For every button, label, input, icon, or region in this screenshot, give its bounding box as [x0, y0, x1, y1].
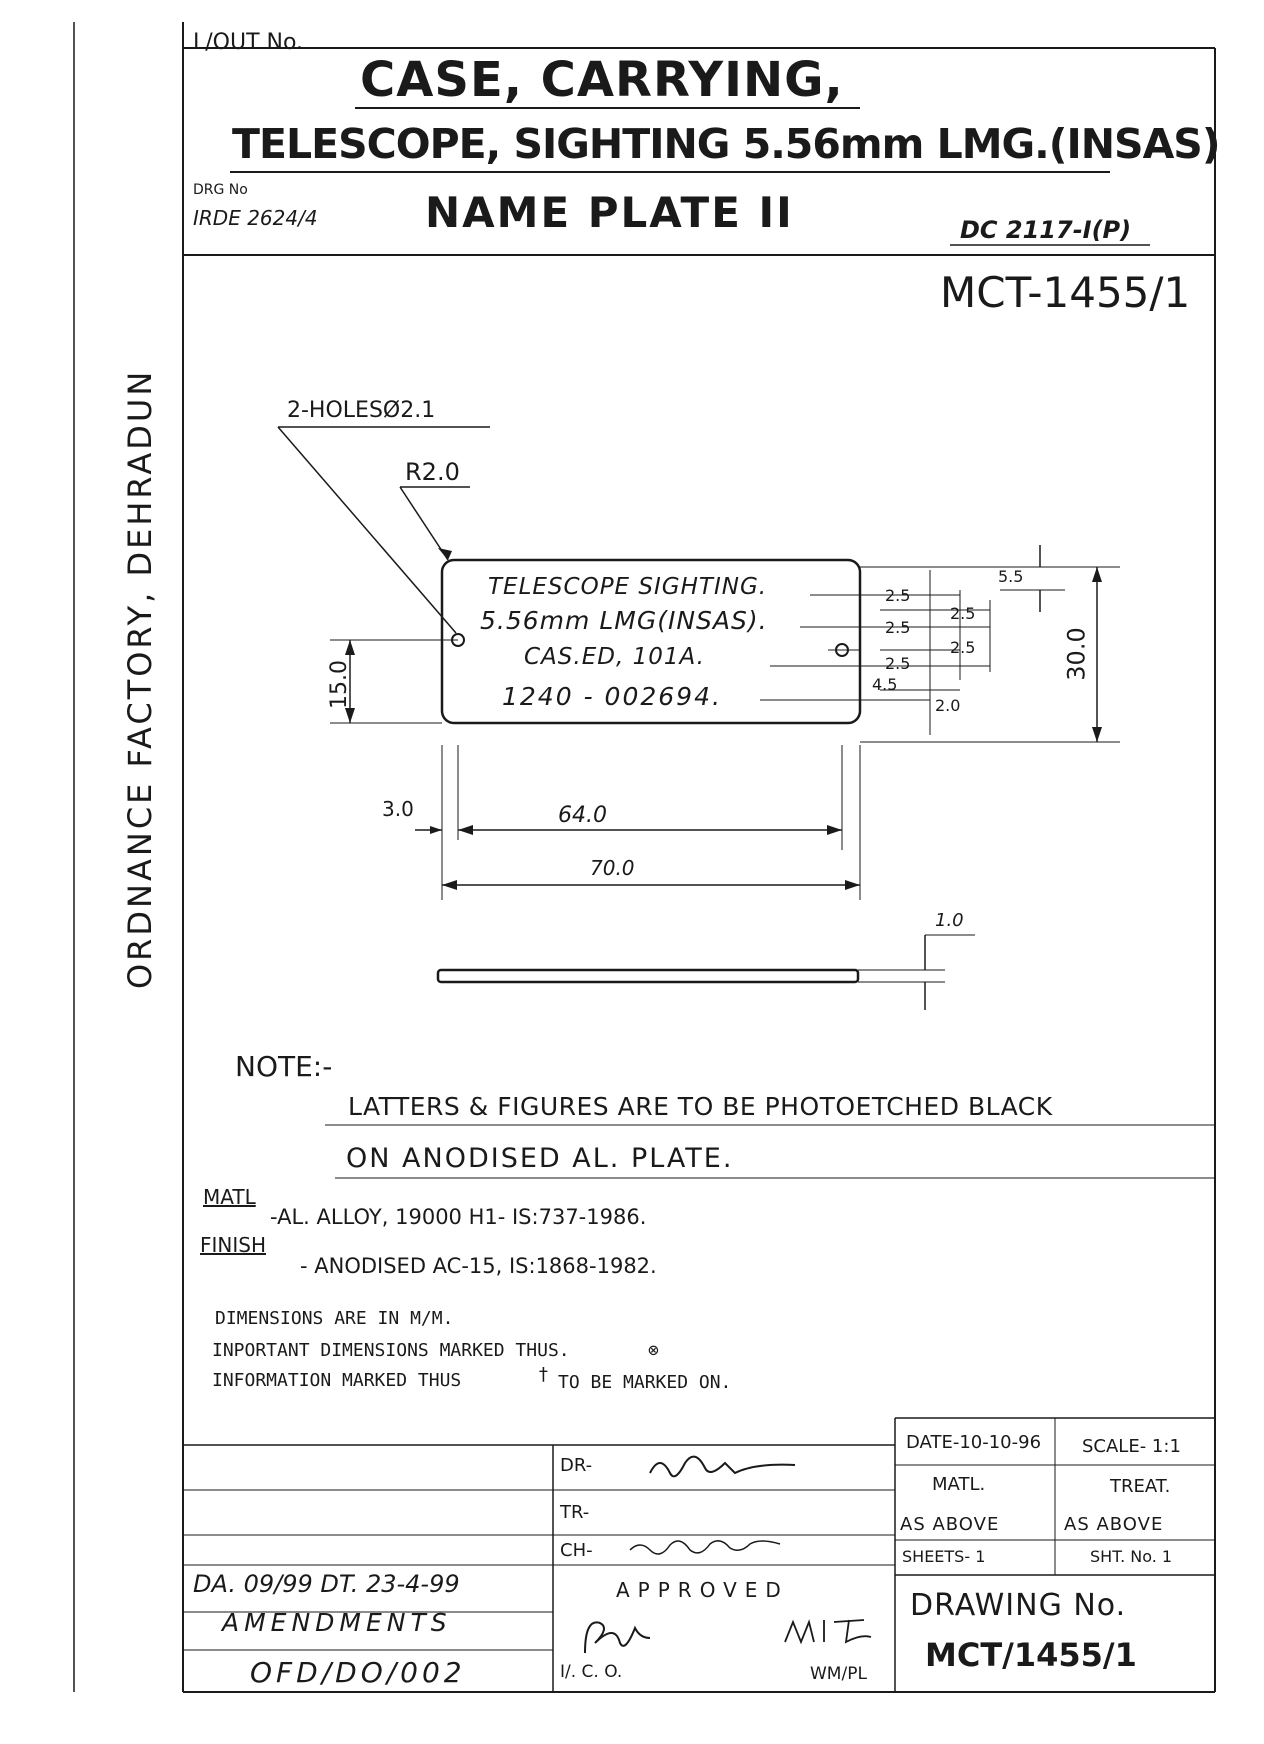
drg-no-label: DRG No: [193, 182, 248, 198]
dims-note-3: INFORMATION MARKED THUS: [212, 1370, 462, 1391]
dim-55: 5.5: [998, 567, 1024, 586]
layout-no-label: L/OUT No.: [193, 30, 304, 55]
note-heading: NOTE:-: [235, 1050, 333, 1083]
tb-treat-value: AS ABOVE: [1064, 1514, 1164, 1535]
title-line-3: NAME PLATE II: [425, 188, 794, 237]
dims-note-1: DIMENSIONS ARE IN M/M.: [215, 1308, 454, 1329]
amendment-ref: DA. 09/99 DT. 23-4-99: [193, 1570, 460, 1598]
tb-wm-label: WM/PL: [810, 1664, 867, 1684]
amendment-no: OFD/DO/002: [250, 1656, 466, 1689]
tb-tr-label: TR-: [560, 1502, 590, 1523]
mct-no: MCT-1455/1: [940, 268, 1191, 317]
dim-25e: 2.5: [885, 654, 911, 673]
note-line-1: LATTERS & FIGURES ARE TO BE PHOTOETCHED BLACK: [348, 1092, 1053, 1121]
finish-label: FINISH: [200, 1233, 266, 1257]
tb-date: DATE-10-10-96: [906, 1432, 1042, 1453]
plate-line-4: 1240 - 002694.: [502, 682, 722, 711]
signature-wm: [780, 1612, 890, 1657]
plate-line-1: TELESCOPE SIGHTING.: [488, 574, 768, 600]
dim-radius: R2.0: [405, 458, 460, 486]
matl-label: MATL: [203, 1185, 256, 1209]
plate-line-3: CAS.ED, 101A.: [524, 644, 705, 670]
tb-approved: APPROVED: [616, 1578, 789, 1602]
dim-15: 15.0: [326, 660, 352, 709]
dim-25a: 2.5: [885, 586, 911, 605]
dim-20: 2.0: [935, 696, 961, 715]
plate-side-view: [438, 970, 858, 982]
signature-ico: [575, 1608, 665, 1663]
dim-70: 70.0: [590, 856, 635, 880]
dims-note-3-symbol: †: [538, 1364, 549, 1385]
dim-1: 1.0: [935, 910, 964, 931]
signature-ch: [620, 1532, 800, 1562]
tb-sheets: SHEETS- 1: [902, 1547, 986, 1566]
tb-scale: SCALE- 1:1: [1082, 1436, 1181, 1457]
title-line-2: TELESCOPE, SIGHTING 5.56mm LMG.(INSAS): [232, 120, 1220, 168]
dim-30: 30.0: [1062, 627, 1091, 681]
tb-drawing-no: MCT/1455/1: [925, 1636, 1137, 1674]
tb-drawing-no-label: DRAWING No.: [910, 1588, 1127, 1623]
dim-64: 64.0: [558, 803, 607, 828]
tb-treat-label: TREAT.: [1110, 1476, 1171, 1497]
dim-25c: 2.5: [885, 618, 911, 637]
dim-holes: 2-HOLESØ2.1: [287, 398, 436, 423]
signature-dr: [640, 1448, 870, 1488]
matl-value: -AL. ALLOY, 19000 H1- IS:737-1986.: [270, 1205, 647, 1229]
side-text: ORDNANCE FACTORY, DEHRADUN: [121, 368, 159, 989]
irde-no: IRDE 2624/4: [193, 206, 318, 230]
amendments-label: AMENDMENTS: [222, 1608, 452, 1637]
tb-ch-label: CH-: [560, 1540, 593, 1561]
dim-3: 3.0: [382, 797, 414, 821]
finish-value: - ANODISED AC-15, IS:1868-1982.: [300, 1254, 657, 1278]
dims-note-2: INPORTANT DIMENSIONS MARKED THUS.: [212, 1340, 570, 1361]
note-line-2: ON ANODISED AL. PLATE.: [346, 1143, 734, 1174]
tb-sht-no: SHT. No. 1: [1090, 1547, 1173, 1566]
tb-dr-label: DR-: [560, 1455, 593, 1476]
tb-matl-label: MATL.: [932, 1474, 986, 1495]
dim-25d: 2.5: [950, 638, 976, 657]
dims-note-3b: TO BE MARKED ON.: [558, 1372, 732, 1393]
dim-25b: 2.5: [950, 604, 976, 623]
dc-no: DC 2117-I(P): [960, 216, 1132, 244]
dims-note-2-symbol: ⊗: [648, 1340, 659, 1361]
dim-45: 4.5: [872, 675, 898, 694]
tb-io-label: I/. C. O.: [560, 1662, 623, 1682]
plate-line-2: 5.56mm LMG(INSAS).: [480, 606, 768, 635]
tb-matl-value: AS ABOVE: [900, 1514, 1000, 1535]
title-line-1: CASE, CARRYING,: [360, 52, 844, 108]
